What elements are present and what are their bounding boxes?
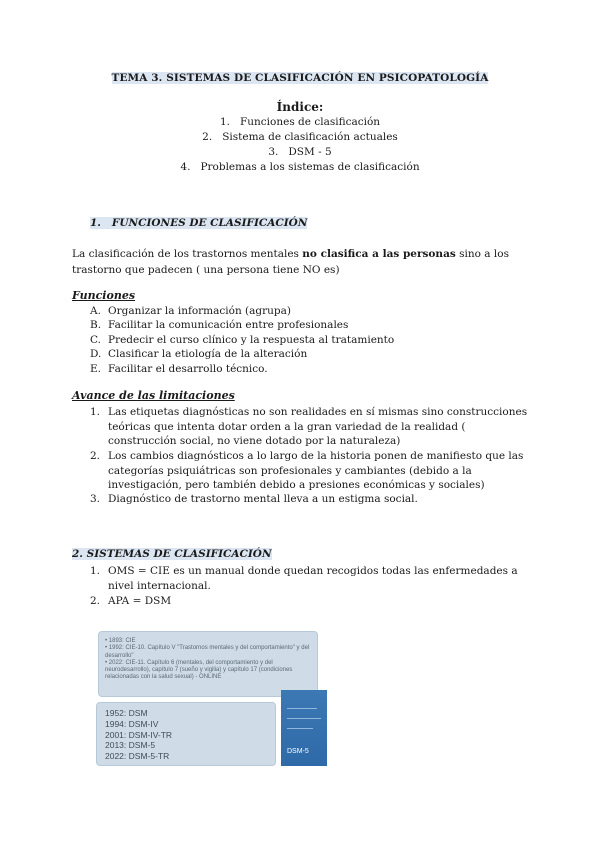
list-item: 2. APA = DSM [90,595,172,607]
list-item: 1. Las etiquetas diagnósticas no son realidades en sí mismas sino construcciones teóricas que intenta dotar orden a la gran variedad de la realidad ( construcción social, no viene dotado por la naturaleza) [90,406,528,447]
list-item: C. Predecir el curso clínico y la respuesta al tratamiento [90,334,395,346]
list-item: 1. OMS = CIE es un manual donde quedan recogidos todas las enfermedades a nivel internacional. [90,565,518,592]
section1-heading: 1. FUNCIONES DE CLASIFICACIÓN [90,217,308,229]
document-title: TEMA 3. SISTEMAS DE CLASIFICACIÓN EN PSICOPATOLOGÍA [111,72,489,84]
classification-timeline-image [93,628,327,766]
index-item: 4. Problemas a los sistemas de clasificación [180,161,420,173]
list-item: A. Organizar la información (agrupa) [90,305,291,317]
index-item: 1. Funciones de clasificación [219,116,381,128]
index-heading: Índice: [276,100,324,114]
list-item: B. Facilitar la comunicación entre profesionales [90,319,349,331]
list-item: 2. Los cambios diagnósticos a lo largo de la historia ponen de manifiesto que las categorías psiquiátricas son profesionales y cambiantes (debido a la investigación, pero también debido a presiones económicas y sociales) [90,450,524,491]
dsm-timeline-box: 1952: DSM 1994: DSM-IV 2001: DSM-IV-TR 2013: DSM-5 2022: DSM-5-TR [96,702,276,766]
list-item: 3. Diagnóstico de trastorno mental lleva a un estigma social. [90,493,418,505]
section1-intro: La clasificación de los trastornos mentales no clasifica a las personas sino a los trastorno que padecen ( una persona tiene NO es) [72,248,509,276]
funciones-heading: Funciones [72,289,136,302]
list-item: E. Facilitar el desarrollo técnico. [90,363,268,375]
index-item: 2. Sistema de clasificación actuales [202,131,398,143]
list-item: D. Clasificar la etiología de la alteración [90,348,308,360]
section2-heading: 2. SISTEMAS DE CLASIFICACIÓN [72,548,272,560]
dsm5-book-cover: DSM-5 [281,690,327,766]
cie-timeline-box: • 1893: CIE • 1992: CIE-10. Capítulo V "Trastornos mentales y del comportamiento" y del desarrollo" • 2022: CIE-11. Capítulo 6 (mentales, del comportamiento y del neurodesarrollo), capítulo 7 (sueño y vigilia) y capítulo 17 (condiciones relacionadas con la salud sexual) - ONLINE [98,631,318,697]
limitaciones-heading: Avance de las limitaciones [72,389,235,402]
index-item: 3. DSM - 5 [268,146,332,158]
